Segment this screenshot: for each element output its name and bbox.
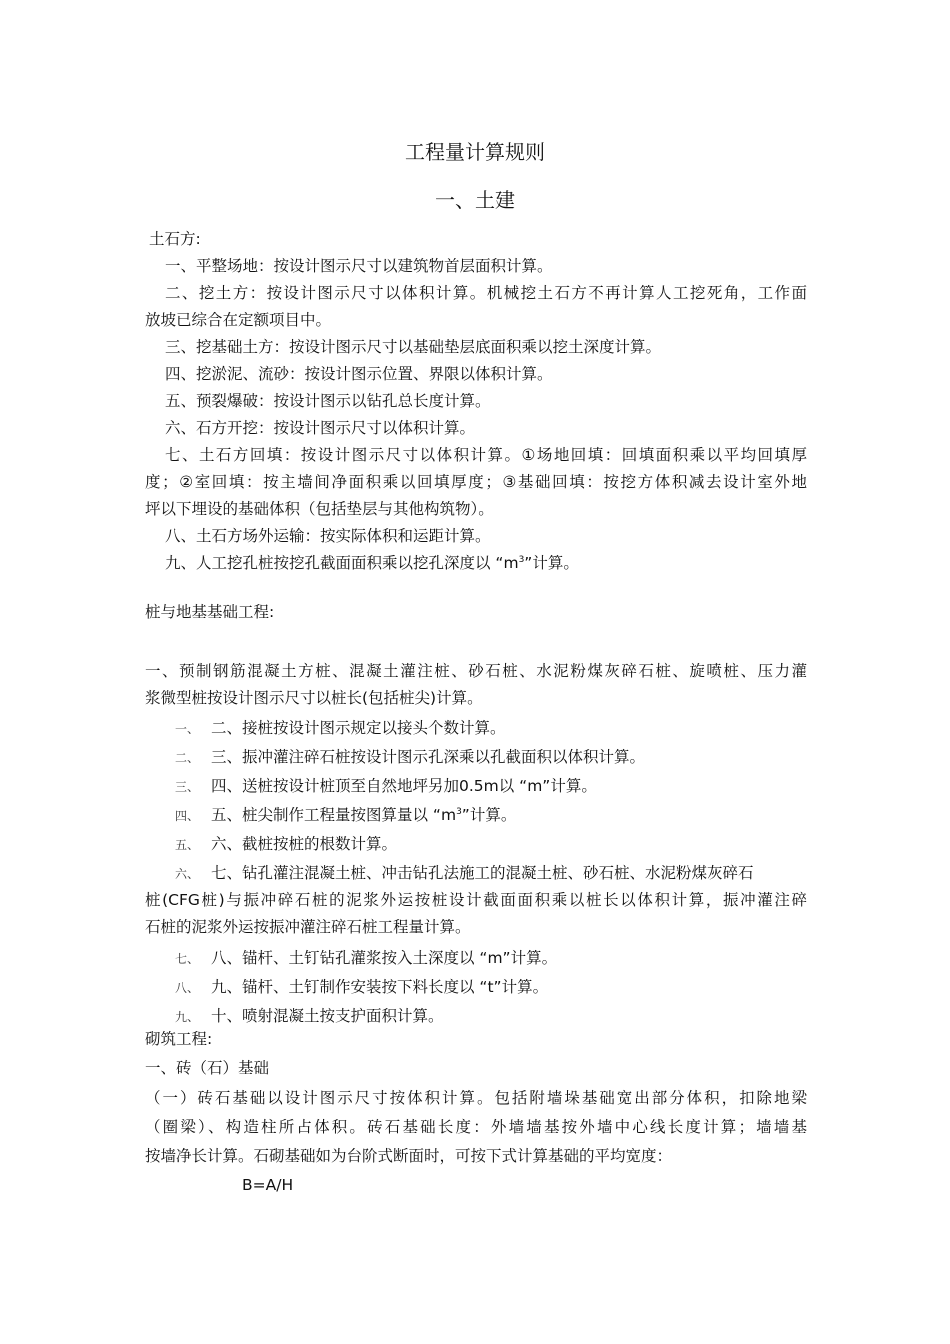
earthwork-item-4: 四、挖淤泥、流砂：按设计图示位置、界限以体积计算。 [165,365,553,383]
earthwork-item-7-line-3: 坪以下埋设的基础体积（包括垫层与其他构筑物）。 [145,500,494,518]
pile-list-item [175,948,557,969]
pile-list-item [175,977,548,998]
earthwork-item-2-line-2: 放坡已综合在定额项目中。 [145,311,332,329]
superscript: 3 [518,555,525,565]
pile-list-text: 五、桩尖制作工程量按图算量以 “m [211,806,457,824]
pile-list-text: 二、接桩按设计图示规定以接头个数计算。 [211,719,506,737]
masonry-para-line-1: （一）砖石基础以设计图示尺寸按体积计算。包括附墙垛基础宽出部分体积，扣除地梁 [145,1089,807,1107]
pile-list-tail: ”计算。 [461,806,517,824]
earthwork-item-1: 一、平整场地：按设计图示尺寸以建筑物首层面积计算。 [165,257,553,275]
masonry-subheading: 一、砖（石）基础 [145,1059,270,1077]
pile-item-7-line-2: 桩(CFG桩)与振冲碎石桩的泥浆外运按桩设计截面面积乘以桩长以体积计算，振冲灌注碎 [145,891,807,909]
pile-list-item [175,834,397,855]
section-title: 一、土建 [435,188,515,212]
earthwork-item-5: 五、预裂爆破：按设计图示以钻孔总长度计算。 [165,392,491,410]
pile-list-item [175,718,506,739]
list-number: 三、 [175,780,200,794]
list-number: 六、 [175,867,200,881]
superscript: 3 [456,807,462,817]
formula: B=A/H [242,1176,294,1194]
masonry-heading: 砌筑工程: [145,1030,213,1048]
list-number: 二、 [175,751,200,765]
masonry-para-line-2: （圈梁）、构造柱所占体积。砖石基础长度：外墙墙基按外墙中心线长度计算；墙墙基 [145,1118,807,1136]
earthwork-item-7-line-1: 七、土石方回填：按设计图示尺寸以体积计算。①场地回填：回填面积乘以平均回填厚 [165,446,807,464]
list-number: 一、 [175,722,200,736]
pile-list-item [175,805,516,826]
pile-list-text: 十、喷射混凝土按支护面积计算。 [211,1007,444,1025]
earthwork-item-9 [165,553,579,573]
pile-item-1-line-1: 一、预制钢筋混凝土方桩、混凝土灌注桩、砂石桩、水泥粉煤灰碎石桩、旋喷桩、压力灌 [145,662,807,680]
pile-list-item [175,747,645,768]
pile-list-text: 九、锚杆、土钉制作安装按下料长度以 “t”计算。 [211,978,549,996]
earthwork-item-3: 三、挖基础土方：按设计图示尺寸以基础垫层底面积乘以挖土深度计算。 [165,338,662,356]
pile-list-text: 四、送桩按设计桩顶至自然地坪另加0.5m以 “m”计算。 [211,777,597,795]
pile-list-text: 六、截桩按桩的根数计算。 [211,835,398,853]
pile-list-text: 八、锚杆、土钉钻孔灌浆按入土深度以 “m”计算。 [211,949,558,967]
list-number: 九、 [175,1010,200,1024]
list-number: 四、 [175,809,200,823]
earthwork-item-6: 六、石方开挖：按设计图示尺寸以体积计算。 [165,419,476,437]
pile-heading: 桩与地基基础工程: [145,603,275,621]
masonry-para-line-3: 按墙净长计算。石砌基础如为台阶式断面时，可按下式计算基础的平均宽度： [145,1147,673,1165]
list-number: 五、 [175,838,200,852]
earthwork-item-7-line-2: 度；②室回填：按主墙间净面积乘以回填厚度；③基础回填：按挖方体积减去设计室外地 [145,473,807,491]
earthwork-item-8: 八、土石方场外运输：按实际体积和运距计算。 [165,527,491,545]
pile-item-7-line-3: 石桩的泥浆外运按振冲灌注碎石桩工程量计算。 [145,918,471,936]
pile-list-text: 七、钻孔灌注混凝土桩、冲击钻孔法施工的混凝土桩、砂石桩、水泥粉煤灰碎石 [211,864,754,882]
list-number: 七、 [175,952,200,966]
list-number: 八、 [175,981,200,995]
pile-list-text: 三、振冲灌注碎石桩按设计图示孔深乘以孔截面积以体积计算。 [211,748,646,766]
earthwork-heading: 土石方: [149,230,201,248]
earthwork-item-2-line-1: 二、挖土方：按设计图示尺寸以体积计算。机械挖土石方不再计算人工挖死角，工作面 [165,284,807,302]
pile-list-item [175,863,807,884]
earthwork-item-9-tail: ”计算。 [524,554,579,572]
pile-item-1-line-2: 浆微型桩按设计图示尺寸以桩长(包括桩尖)计算。 [145,689,483,707]
pile-list-item [175,776,597,797]
pile-list-item [175,1006,444,1027]
document-title: 工程量计算规则 [405,140,545,164]
earthwork-item-9-text: 九、人工挖孔桩按挖孔截面面积乘以挖孔深度以 “m [165,554,519,572]
